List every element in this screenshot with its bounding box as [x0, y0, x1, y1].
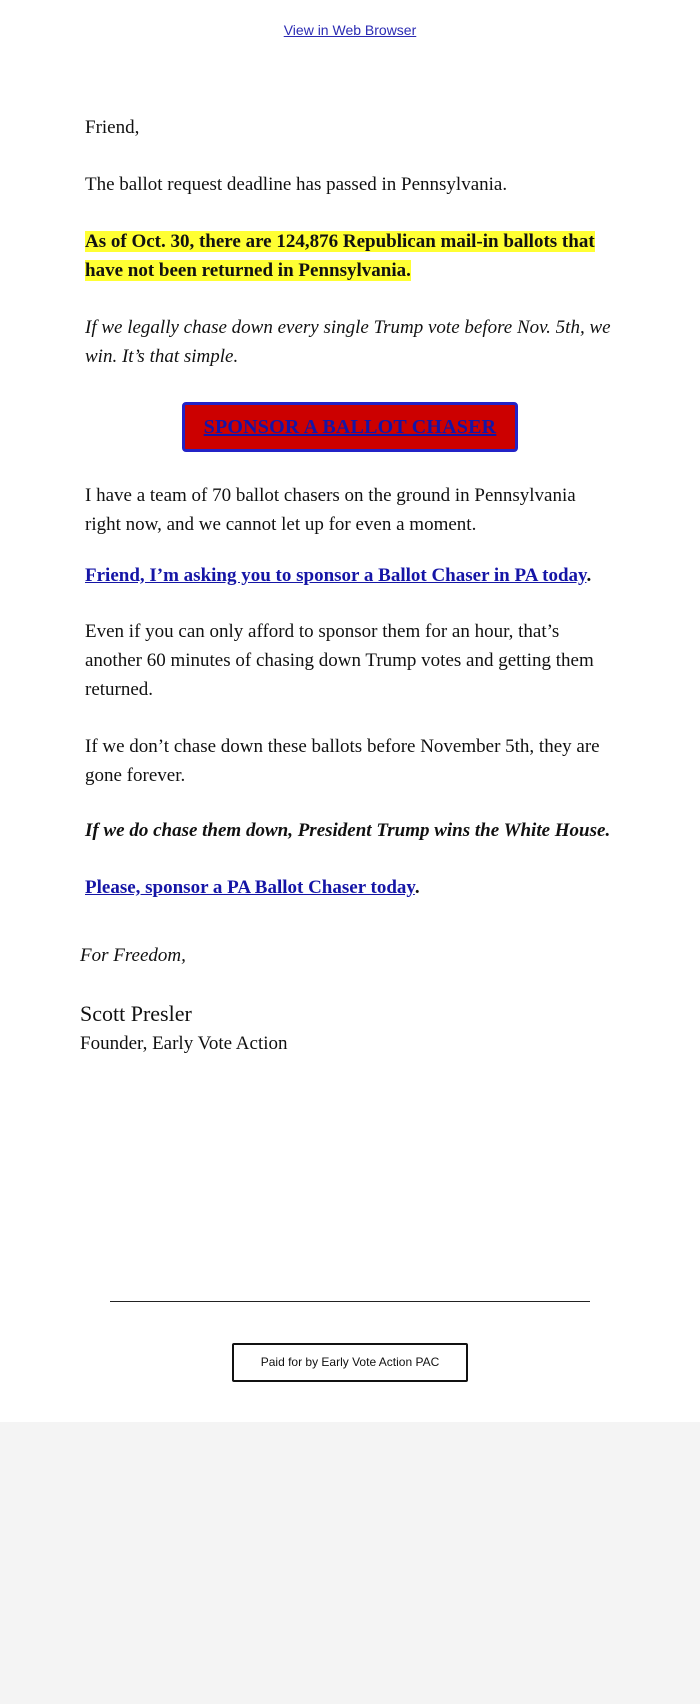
message-content	[85, 113, 615, 902]
greeting: Friend,	[85, 117, 140, 138]
highlighted-text: As of Oct. 30, there are 124,876 Republican mail-in ballots that have not been returned in Pennsylvania.	[85, 231, 595, 281]
cta-row	[85, 402, 615, 452]
sponsor-pa-link-suffix: .	[414, 877, 420, 898]
sponsor-pa-link-paragraph	[85, 873, 615, 902]
chase-paragraph: If we don’t chase down these ballots before November 5th, they are gone forever.	[85, 736, 600, 786]
deadline-paragraph: The ballot request deadline has passed in Pennsylvania.	[85, 174, 508, 195]
sponsor-link-suffix: .	[586, 565, 592, 586]
afford-paragraph: Even if you can only afford to sponsor them for an hour, that’s another 60 minutes of chasing down Trump votes and getting them returned.	[85, 621, 594, 700]
sponsor-link-paragraph	[85, 561, 615, 590]
signature-closing: For Freedom,	[80, 945, 186, 966]
bold-italic-paragraph: If we do chase them down, President Trump wins the White House.	[85, 820, 611, 841]
sponsor-pa-ballot-chaser-link[interactable]: Please, sponsor a PA Ballot Chaser today	[85, 877, 415, 898]
signature-name: Scott Presler	[80, 1001, 192, 1026]
signature-title: Founder, Early Vote Action	[80, 1033, 288, 1054]
view-in-browser-row	[0, 20, 700, 40]
paid-for-disclaimer: Paid for by Early Vote Action PAC	[232, 1343, 468, 1382]
sponsor-ballot-chaser-button[interactable]: SPONSOR A BALLOT CHASER	[182, 402, 518, 452]
view-in-browser-link[interactable]: View in Web Browser	[283, 22, 417, 38]
footer-divider	[110, 1301, 590, 1302]
team-paragraph: I have a team of 70 ballot chasers on the ground in Pennsylvania right now, and we cannot let up for even a moment.	[85, 485, 576, 535]
italic-paragraph: If we legally chase down every single Trump vote before Nov. 5th, we win. It’s that simple.	[85, 317, 611, 367]
highlighted-paragraph	[85, 227, 615, 285]
sponsor-ballot-chaser-link[interactable]: Friend, I’m asking you to sponsor a Ballot Chaser in PA today	[85, 565, 587, 586]
